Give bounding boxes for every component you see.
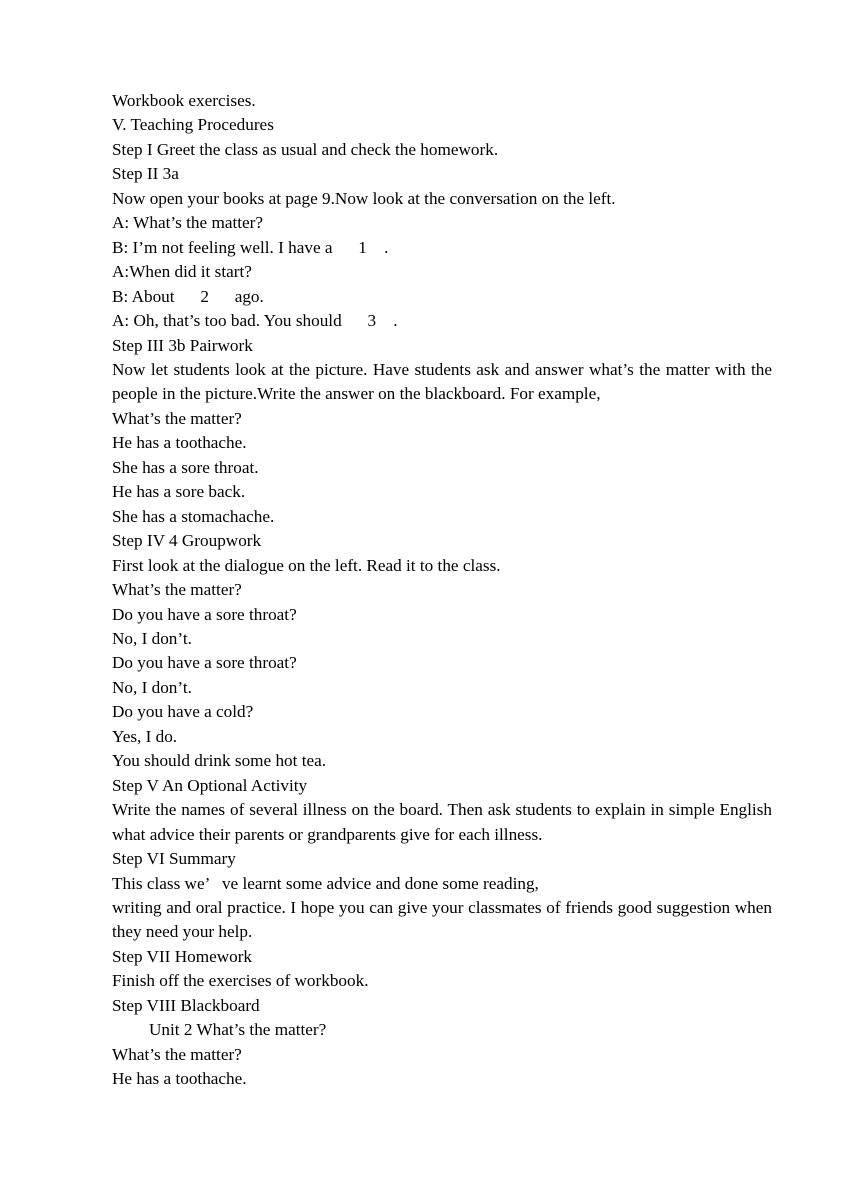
paragraph: Now let students look at the picture. Have students ask and answer what’s the matter with the people in the picture.Write the answer on the blackboard. For example, (112, 359, 772, 404)
dialogue-line: He has a toothache. (112, 1069, 247, 1089)
dialogue-line: A:When did it start? (112, 262, 252, 282)
dialogue-line: You should drink some hot tea. (112, 751, 327, 771)
blackboard-title: Unit 2 What’s the matter? (149, 1020, 327, 1040)
dialogue-line: She has a sore throat. (112, 457, 259, 477)
step-heading: Step III 3b Pairwork (112, 335, 253, 355)
step-heading: Step VII Homework (112, 946, 253, 966)
dialogue-line: What’s the matter? (112, 580, 242, 600)
section-heading: V. Teaching Procedures (112, 115, 274, 135)
paragraph: Write the names of several illness on the board. Then ask students to explain in simple English what advice their parents or grandparents give for each illness. (112, 800, 772, 844)
dialogue-line: A: What’s the matter? (112, 213, 263, 233)
dialogue-line: She has a stomachache. (112, 506, 275, 526)
dialogue-line: B: About 2 ago. (112, 286, 264, 306)
step-heading: Step V An Optional Activity (112, 775, 308, 795)
dialogue-line: He has a sore back. (112, 482, 246, 502)
dialogue-line: Do you have a sore throat? (112, 653, 297, 673)
dialogue-line: Do you have a cold? (112, 702, 254, 722)
step-heading: Step II 3a (112, 164, 179, 184)
dialogue-line: What’s the matter? (112, 408, 242, 428)
document-page (112, 89, 772, 1092)
text-line: Finish off the exercises of workbook. (112, 971, 369, 991)
dialogue-line: Yes, I do. (112, 726, 178, 746)
paragraph: writing and oral practice. I hope you can give your classmates of friends good suggestion when they need your help. (112, 897, 772, 942)
text-line: First look at the dialogue on the left. Read it to the class. (112, 555, 501, 575)
dialogue-line: B: I’m not feeling well. I have a 1 . (112, 237, 389, 257)
dialogue-line: What’s the matter? (112, 1044, 242, 1064)
step-heading: Step VI Summary (112, 849, 236, 869)
dialogue-line: Do you have a sore throat? (112, 604, 297, 624)
dialogue-line: No, I don’t. (112, 628, 192, 648)
text-line: This class we’ ve learnt some advice and done some reading, (112, 873, 539, 893)
dialogue-line: A: Oh, that’s too bad. You should 3 . (112, 311, 398, 331)
dialogue-line: No, I don’t. (112, 677, 192, 697)
dialogue-line: He has a toothache. (112, 433, 247, 453)
step-heading: Step IV 4 Groupwork (112, 531, 262, 551)
text-line: Now open your books at page 9.Now look at the conversation on the left. (112, 188, 616, 208)
step-heading: Step I Greet the class as usual and check the homework. (112, 139, 499, 159)
text-line: Workbook exercises. (112, 91, 256, 110)
step-heading: Step VIII Blackboard (112, 995, 260, 1015)
